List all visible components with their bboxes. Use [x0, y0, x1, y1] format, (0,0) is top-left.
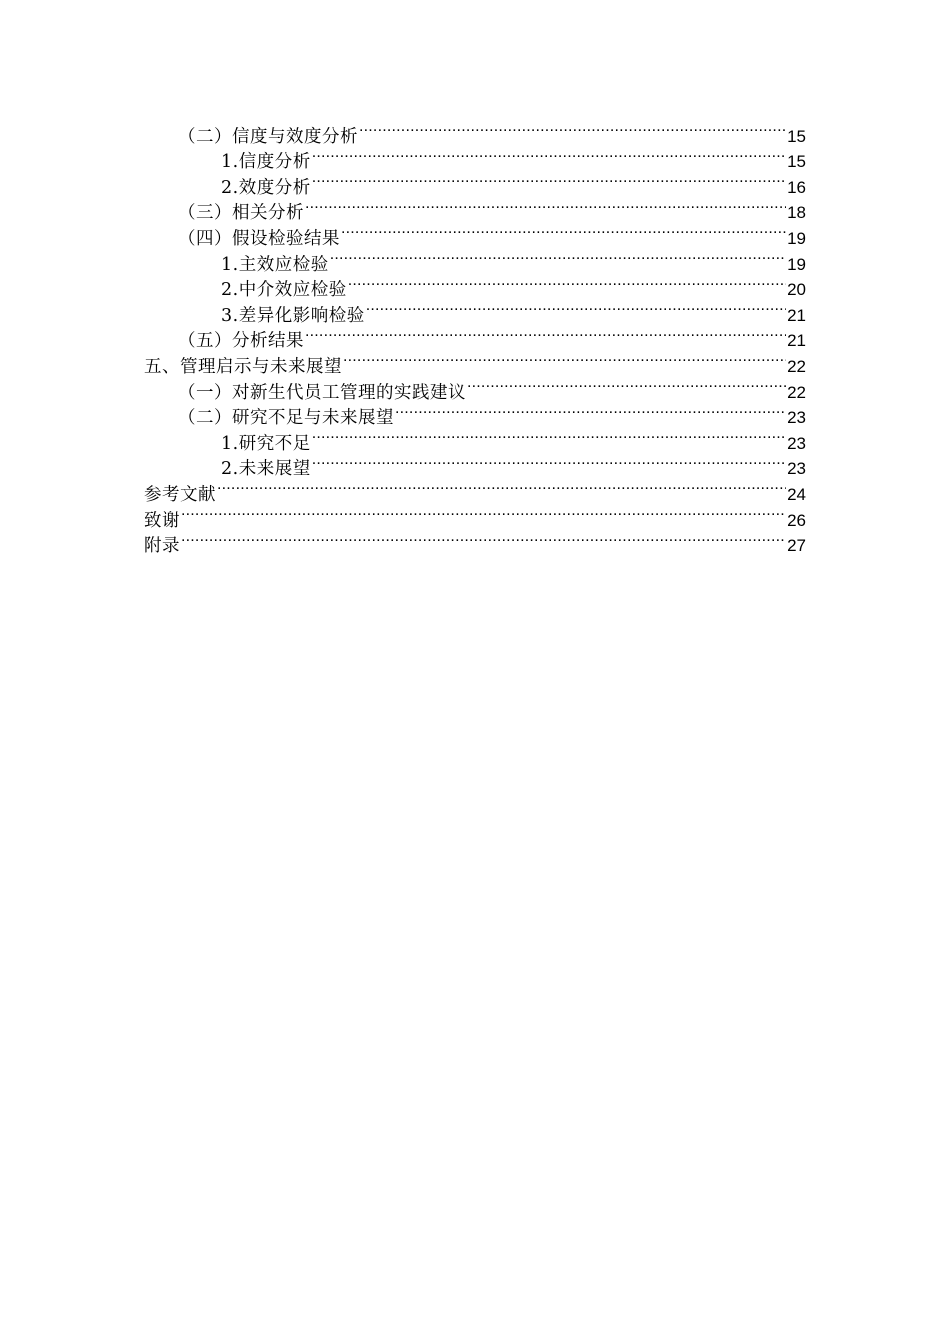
toc-entry-page: 26	[787, 510, 806, 530]
toc-leader-dots	[312, 449, 786, 475]
toc-entry-title: 2.中介效应检验	[221, 280, 347, 301]
toc-entry-title: （一）对新生代员工管理的实践建议	[178, 382, 466, 403]
toc-entry-page: 23	[787, 408, 806, 428]
toc-entry-title: （三）相关分析	[178, 203, 304, 224]
toc-entry-page: 16	[787, 177, 806, 197]
toc-entry-title: 2.未来展望	[221, 459, 311, 480]
toc-leader-dots	[348, 270, 786, 296]
toc-leader-dots	[312, 142, 786, 168]
toc-leader-dots	[312, 423, 786, 449]
toc-entry-page: 19	[787, 254, 806, 274]
table-of-contents	[144, 116, 806, 557]
toc-leader-dots	[467, 372, 786, 398]
toc-leader-dots	[366, 295, 786, 321]
toc-entry-page: 15	[787, 126, 806, 146]
toc-entry-title: （四）假设检验结果	[178, 228, 340, 249]
toc-entry-page: 18	[787, 203, 806, 223]
toc-entry-page: 23	[787, 433, 806, 453]
toc-leader-dots	[341, 218, 786, 244]
toc-leader-dots	[181, 500, 786, 526]
toc-leader-dots	[395, 398, 786, 424]
toc-entry-title: 致谢	[144, 510, 180, 531]
toc-entry-title: 1.主效应检验	[221, 254, 329, 275]
toc-entry-title: 参考文献	[144, 484, 216, 505]
toc-entry-page: 24	[787, 484, 806, 504]
toc-entry-page: 21	[787, 305, 806, 325]
toc-entry[interactable]	[144, 500, 806, 531]
toc-entry-title: 附录	[144, 536, 180, 557]
toc-entry-title: 3.差异化影响检验	[221, 305, 365, 326]
toc-entry-title: （五）分析结果	[178, 331, 304, 352]
toc-leader-dots	[305, 193, 786, 219]
toc-entry-title: 五、管理启示与未来展望	[144, 356, 342, 377]
toc-leader-dots	[312, 167, 786, 193]
toc-entry[interactable]	[144, 116, 806, 147]
toc-entry-page: 15	[787, 152, 806, 172]
toc-entry-page: 23	[787, 459, 806, 479]
toc-entry-title: 1.信度分析	[221, 152, 311, 173]
toc-entry-title: （二）信度与效度分析	[178, 126, 358, 147]
toc-leader-dots	[181, 526, 786, 552]
toc-entry-page: 21	[787, 331, 806, 351]
toc-entry-title: 2.效度分析	[221, 177, 311, 198]
toc-entry-page: 20	[787, 280, 806, 300]
toc-leader-dots	[305, 321, 786, 347]
toc-leader-dots	[343, 346, 786, 372]
toc-entry-page: 19	[787, 228, 806, 248]
toc-entry[interactable]	[144, 526, 806, 557]
toc-entry-title: 1.研究不足	[221, 433, 311, 454]
toc-leader-dots	[359, 116, 786, 142]
toc-entry[interactable]	[144, 474, 806, 505]
toc-entry-page: 22	[787, 382, 806, 402]
toc-entry-title: （二）研究不足与未来展望	[178, 408, 394, 429]
toc-entry-page: 27	[787, 536, 806, 556]
toc-entry-page: 22	[787, 356, 806, 376]
toc-leader-dots	[330, 244, 786, 270]
toc-leader-dots	[217, 474, 786, 500]
